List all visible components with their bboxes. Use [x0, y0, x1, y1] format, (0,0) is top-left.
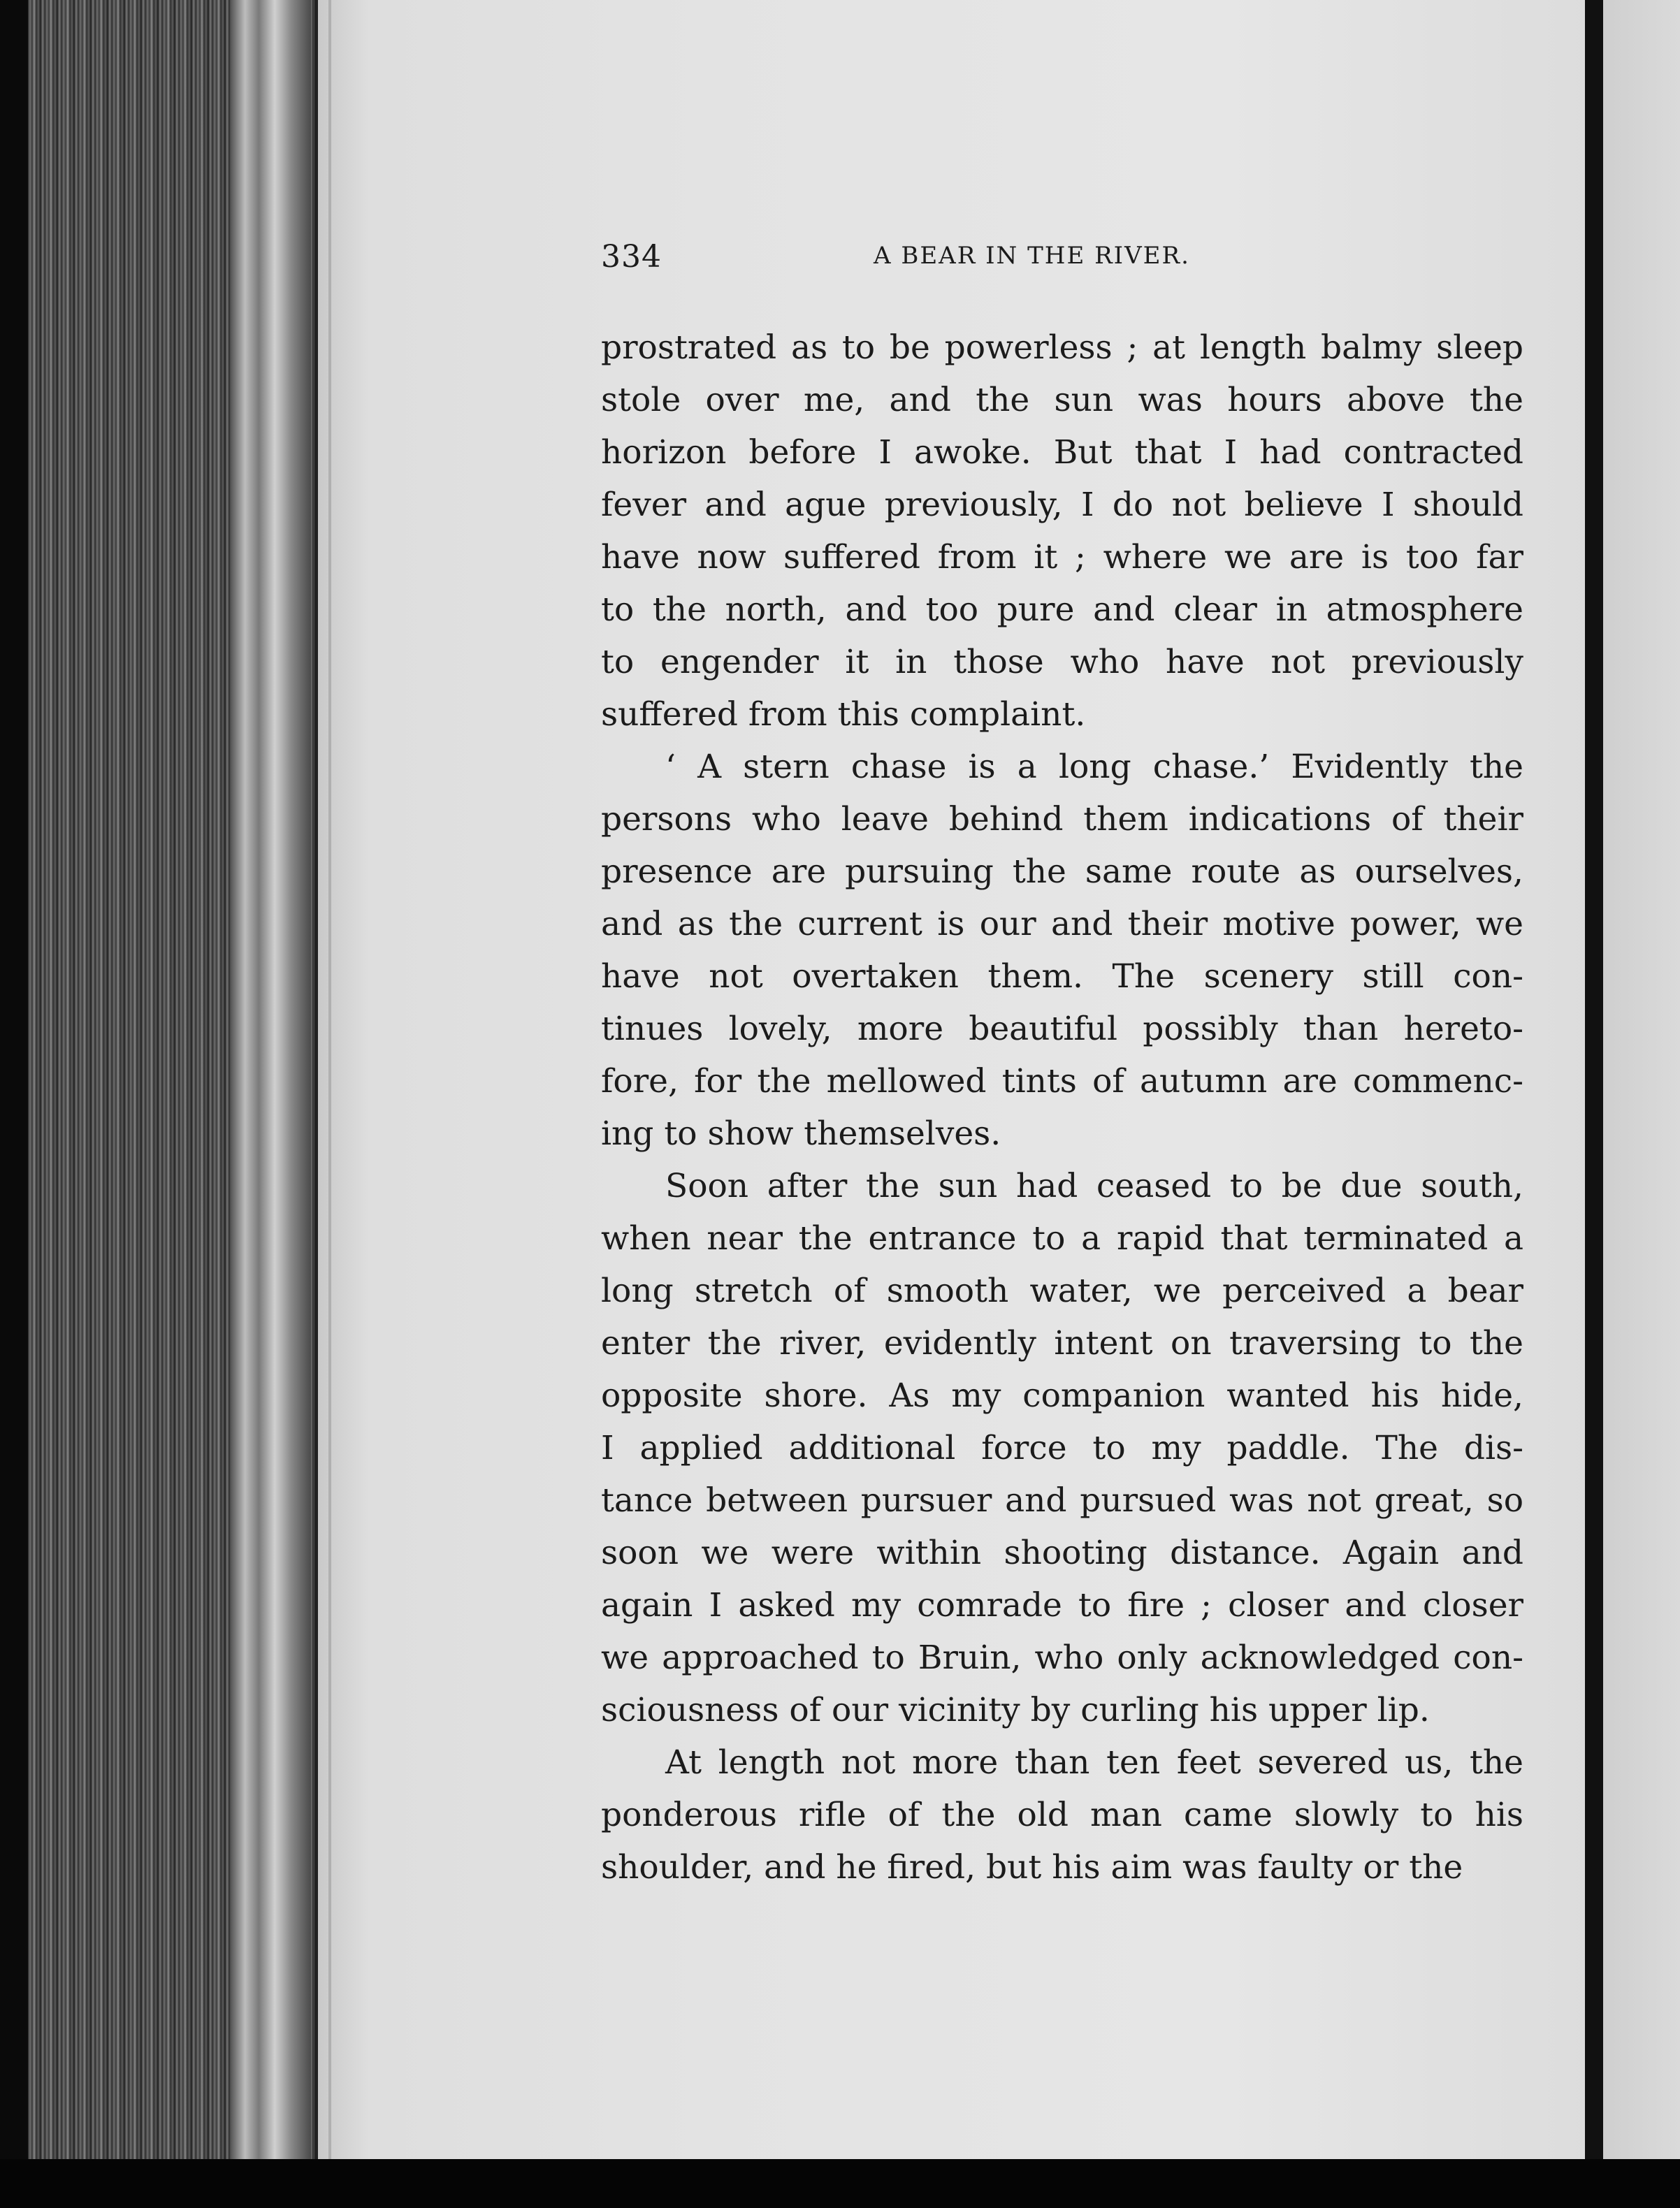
running-head	[601, 231, 1523, 279]
text-line: tinues lovely, more beautiful possibly than hereto-	[601, 1010, 1523, 1048]
text-line: horizon before I awoke. But that I had contracted	[601, 433, 1523, 472]
text-line: shoulder, and he fired, but his aim was faulty or the	[601, 1848, 1463, 1887]
text-line: presence are pursuing the same route as ourselves,	[601, 852, 1523, 891]
text-line: have not overtaken them. The scenery still con-	[601, 957, 1523, 996]
paragraph	[601, 741, 1523, 1160]
text-line: prostrated as to be powerless ; at length balmy sleep	[601, 328, 1523, 367]
text-line: when near the entrance to a rapid that terminated a	[601, 1219, 1523, 1258]
text-line: ponderous rifle of the old man came slowly to his	[601, 1796, 1523, 1834]
text-line: long stretch of smooth water, we perceived a bear	[601, 1272, 1523, 1310]
page-number: 334	[601, 239, 662, 275]
text-line: we approached to Bruin, who only acknowledged con-	[601, 1639, 1523, 1677]
text-line: ‘ A stern chase is a long chase.’ Evidently the	[665, 748, 1523, 786]
text-line: ing to show themselves.	[601, 1114, 1001, 1153]
text-line: tance between pursuer and pursued was not great, so	[601, 1481, 1523, 1520]
page-edges-highlight	[231, 0, 311, 2159]
text-line: soon we were within shooting distance. Again and	[601, 1534, 1523, 1572]
text-line: to engender it in those who have not previously	[601, 643, 1523, 681]
text-line: and as the current is our and their motive power, we	[601, 905, 1523, 943]
running-title: A BEAR IN THE RIVER.	[874, 242, 1190, 270]
body-text	[601, 321, 1523, 1894]
gutter-line	[328, 0, 331, 2159]
text-line: opposite shore. As my companion wanted his hide,	[601, 1377, 1523, 1415]
text-line: sciousness of our vicinity by curling his upper lip.	[601, 1691, 1430, 1729]
text-line: suffered from this complaint.	[601, 695, 1086, 734]
paragraph	[601, 1160, 1523, 1736]
text-line: I applied additional force to my paddle. The dis-	[601, 1429, 1523, 1467]
text-line: fore, for the mellowed tints of autumn are commenc-	[601, 1062, 1523, 1101]
text-line: persons who leave behind them indications of their	[601, 800, 1523, 838]
paragraph	[601, 321, 1523, 741]
binding-edge	[1585, 0, 1603, 2159]
next-page-edge	[1603, 0, 1680, 2159]
text-line: enter the river, evidently intent on traversing to the	[601, 1324, 1523, 1363]
text-line: At length not more than ten feet severed us, the	[665, 1743, 1523, 1782]
text-block	[601, 231, 1523, 1894]
paragraph	[601, 1736, 1523, 1894]
text-line: have now suffered from it ; where we are is too far	[601, 538, 1523, 576]
text-line: stole over me, and the sun was hours above the	[601, 381, 1523, 419]
text-line: Soon after the sun had ceased to be due south,	[665, 1167, 1523, 1205]
text-line: fever and ague previously, I do not believe I should	[601, 486, 1523, 524]
text-line: to the north, and too pure and clear in atmosphere	[601, 590, 1523, 629]
bottom-shadow	[0, 2159, 1680, 2208]
text-line: again I asked my comrade to fire ; closer and closer	[601, 1586, 1523, 1625]
